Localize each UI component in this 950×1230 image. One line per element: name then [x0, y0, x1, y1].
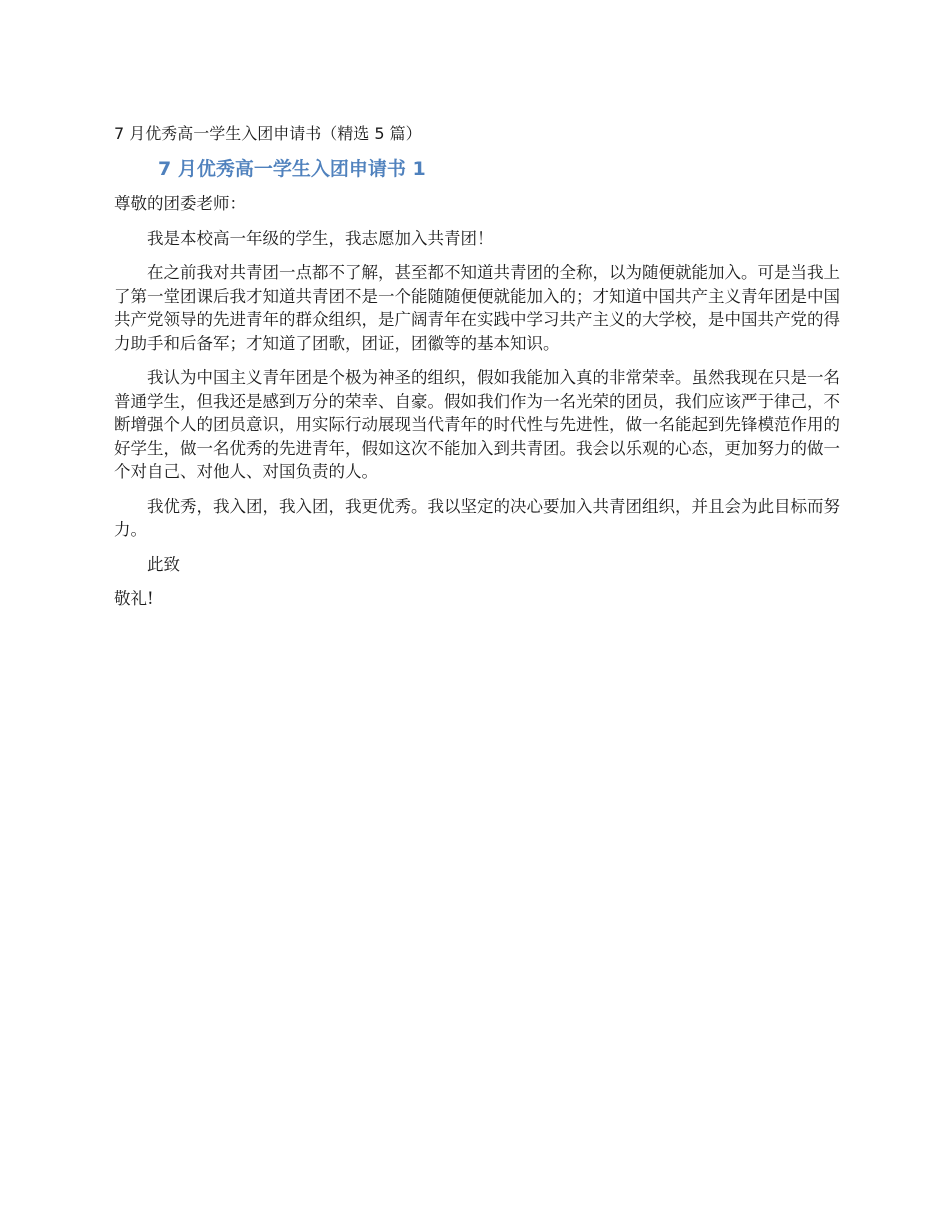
- closing-line: 此致: [147, 554, 180, 574]
- body-paragraph-3: 我认为中国主义青年团是个极为神圣的组织，假如我能加入真的非常荣幸。虽然我现在只是一名普通学生，但我还是感到万分的荣幸、自豪。假如我们作为一名光荣的团员，我们应该严于律己，不断增强个人的团员意识，用实际行动展现当代青年的时代性与先进性，做一名能起到先锋模范作用的好学生，做一名优秀的先进青年，假如这次不能加入到共青团。我会以乐观的心态，更加努力的做一个对自己、对他人、对国负责的人。: [114, 368, 840, 481]
- body-paragraph-1: 我是本校高一年级的学生，我志愿加入共青团！: [147, 228, 494, 248]
- salutation: 尊敬的团委老师：: [114, 194, 246, 213]
- body-paragraph-2: 在之前我对共青团一点都不了解，甚至都不知道共青团的全称，以为随便就能加入。可是当我上了第一堂团课后我才知道共青团不是一个能随随便便就能加入的；才知道中国共产主义青年团是中国共产党领导的先进青年的群众组织，是广阔青年在实践中学习共产主义的大学校，是中国共产党的得力助手和后备军；才知道了团歌，团证，团徽等的基本知识。: [114, 263, 840, 353]
- body-paragraph-4: 我优秀，我入团，我入团，我更优秀。我以坚定的决心要加入共青团组织，并且会为此目标而努力。: [114, 496, 840, 539]
- closing-salute: 敬礼!: [114, 589, 154, 608]
- document-page: [114, 122, 840, 622]
- document-title: 7 月优秀高一学生入团申请书（精选 5 篇）: [114, 124, 422, 143]
- section-heading: 7 月优秀高一学生入团申请书 1: [158, 158, 426, 180]
